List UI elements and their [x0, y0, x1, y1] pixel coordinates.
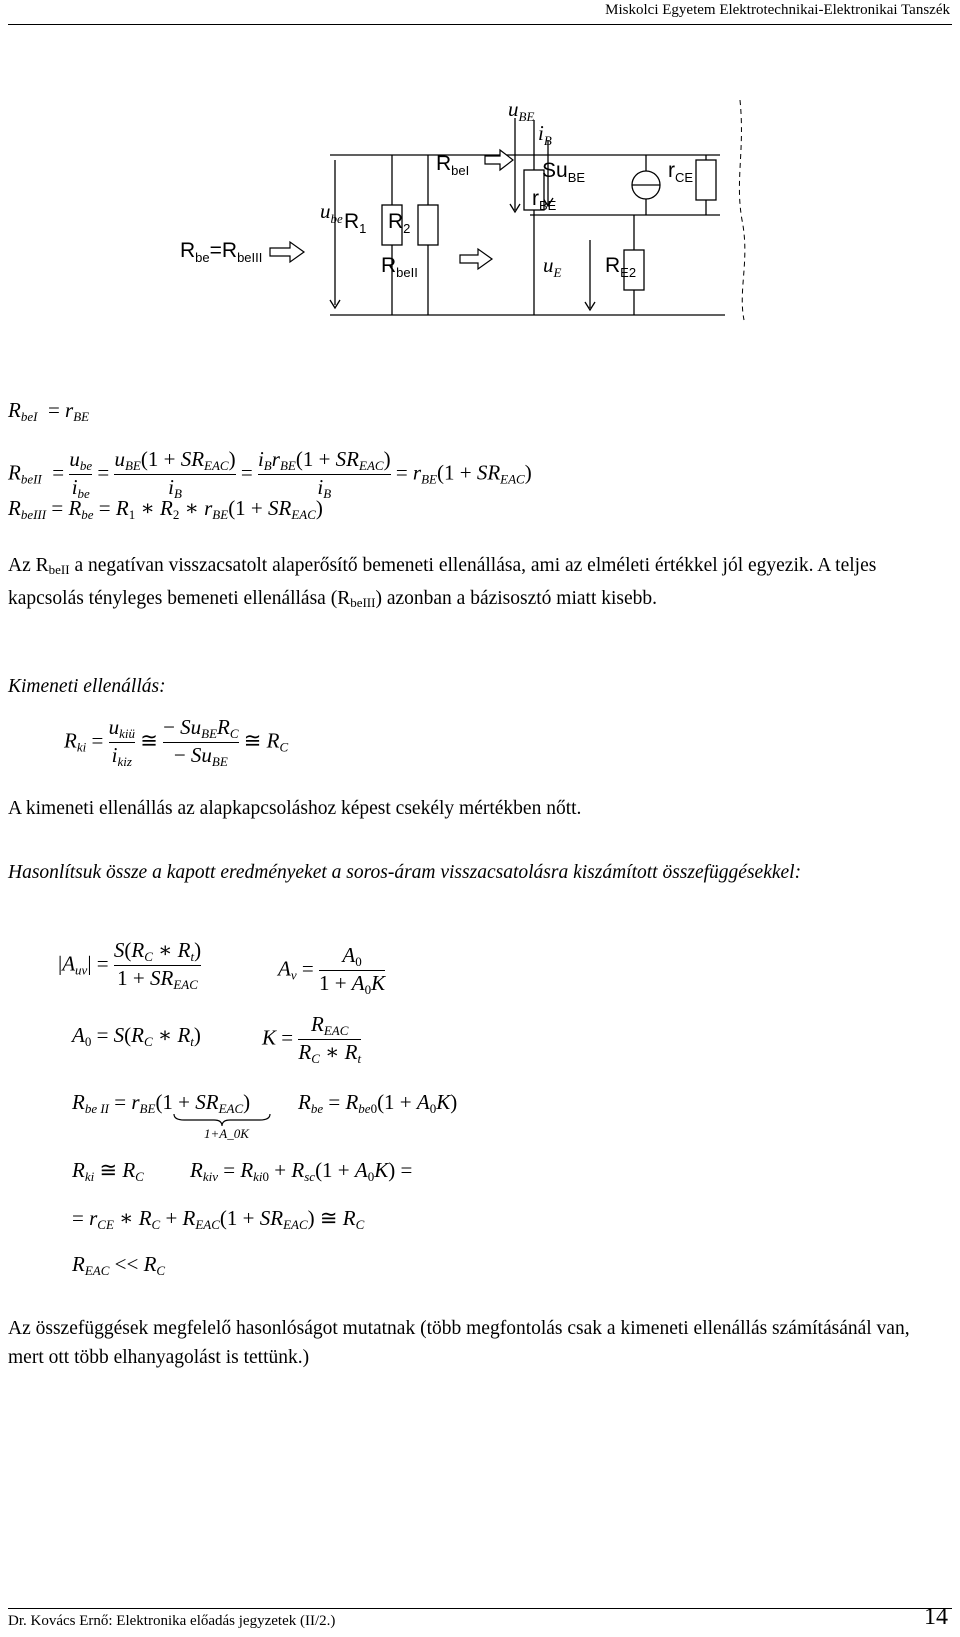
label-iB: $i_B$: [538, 121, 552, 148]
paragraph-4: Az összefüggések megfelelő hasonlóságot mutatnak (több megfontolás csak a kimeneti ellenállás számításánál van, mert ott több elhanyagolást is tettünk.): [8, 1318, 910, 1368]
resistor-rce: [696, 160, 716, 200]
paragraph-3: Hasonlítsuk össze a kapott eredményeket a soros-áram visszacsatolásra kiszámított összefüggésekkel:: [8, 862, 802, 883]
eq-rbei: $R_{beI} = r_{BE}$: [8, 398, 90, 424]
label-rBE: $r_{BE}$: [532, 187, 557, 213]
page-header: Miskolci Egyetem Elektrotechnikai-Elektronikai Tanszék: [605, 2, 950, 18]
label-rbe-eq: $R_{be}=R_{beIII}$: [180, 239, 263, 265]
label-r2: $R_2$: [388, 210, 411, 236]
paragraph-1: Az $R_{beII}$ a negatívan visszacsatolt alaperősítő bemeneti ellenállása, ami az elméleti értékkel jól egyezik. A teljes kapcsolás tényleges bemeneti ellenállása $(R_{beIII})$ azonban a bázisosztó miatt kisebb.: [8, 555, 877, 610]
kimeneti-heading: Kimeneti ellenállás:: [8, 676, 166, 697]
eq-line6: $R_{EAC} << R_C$: [72, 1252, 166, 1278]
eq-rkiv: $R_{kiv} = R_{ki0} + R_{sc}(1 + A_0K)$ =: [190, 1158, 413, 1184]
underbrace-label: 1+A_0K: [204, 1126, 249, 1141]
ue-arrow: [585, 240, 595, 310]
page-number: 14: [924, 1604, 948, 1630]
eq-k: K = $R_{EAC}$ $R_C$ ∗ $R_t$: [262, 1012, 362, 1066]
footer-rule: [8, 1608, 952, 1609]
eq-av: $A_v$ = $\frac{A_0}{1 + A_0K}$: [278, 943, 386, 997]
label-ube: $u_{be}$: [320, 199, 343, 226]
footer-text: Dr. Kovács Ernő: Elektronika előadás jegyzetek (II/2.): [8, 1613, 336, 1629]
label-rbei: $R_{beI}$: [436, 152, 470, 178]
rbeii-arrow-icon: [460, 249, 492, 269]
dashed-boundary: [739, 100, 744, 320]
rbei-arrow-icon: [485, 150, 513, 170]
rbeiii-arrow-icon: [270, 242, 304, 262]
eq-a0: $A_0 = S(R_C$ ∗ $R_t$): [72, 1023, 201, 1049]
current-source-icon: [632, 171, 660, 199]
eq-line5: = $r_{CE}$ ∗ $R_C + R_{EAC}(1 + SR_{EAC})$ ≅ $R_C$: [72, 1206, 365, 1232]
eq-rki-2: $R_{ki}$ ≅ $R_C$: [72, 1158, 144, 1184]
input-voltage-arrow: [330, 160, 340, 308]
circuit-diagram: [0, 90, 960, 350]
label-rbeii: $R_{beII}$: [381, 254, 418, 280]
header-rule: [8, 24, 952, 25]
paragraph-2: A kimeneti ellenállás az alapkapcsoláshoz képest csekély mértékben nőtt.: [8, 798, 582, 819]
label-uBE: $u_{BE}$: [508, 97, 535, 124]
eq-rbe: $R_{be} = R_{be0}(1 + A_0K)$: [298, 1090, 458, 1116]
eq-rbeii-2: $R_{be II} = r_{BE}(1 + SR_{EAC})$: [72, 1090, 251, 1116]
label-suBE: $Su_{BE}$: [542, 159, 586, 185]
resistor-r2: [418, 205, 438, 245]
label-rCE: $r_{CE}$: [668, 159, 694, 185]
eq-rbeii: $R_{beII}$ = $u_{be}$ $i_{be}$ = $u_{BE}(1 + SR_{EAC})$ $i_B$ = $i_Br_{BE}(1 + SR_{EAC})$ $i_B$ = $r_{BE}(1 + SR_{EAC})$: [8, 447, 532, 501]
eq-rki: $R_{ki}$ = $u_{kiü}$ $i_{kiz}$ ≅ − $Su_{BE}R_C$ − $Su_{BE}$ ≅ $R_C$: [64, 715, 289, 769]
label-rE2: $R_{E2}$: [605, 254, 637, 280]
ube-arrow: [510, 118, 520, 212]
eq-auv: $|A_{uv}|$ = $S(R_C$ ∗ $R_t$) $1 + SR_{EAC}$: [58, 938, 202, 992]
eq-rbeiii: $R_{beIII} = R_{be} = R_1$ ∗ $R_2$ ∗ $r_{BE}(1 + SR_{EAC})$: [8, 496, 323, 522]
label-r1: $R_1$: [344, 210, 367, 236]
label-uE: $u_E$: [543, 253, 562, 280]
